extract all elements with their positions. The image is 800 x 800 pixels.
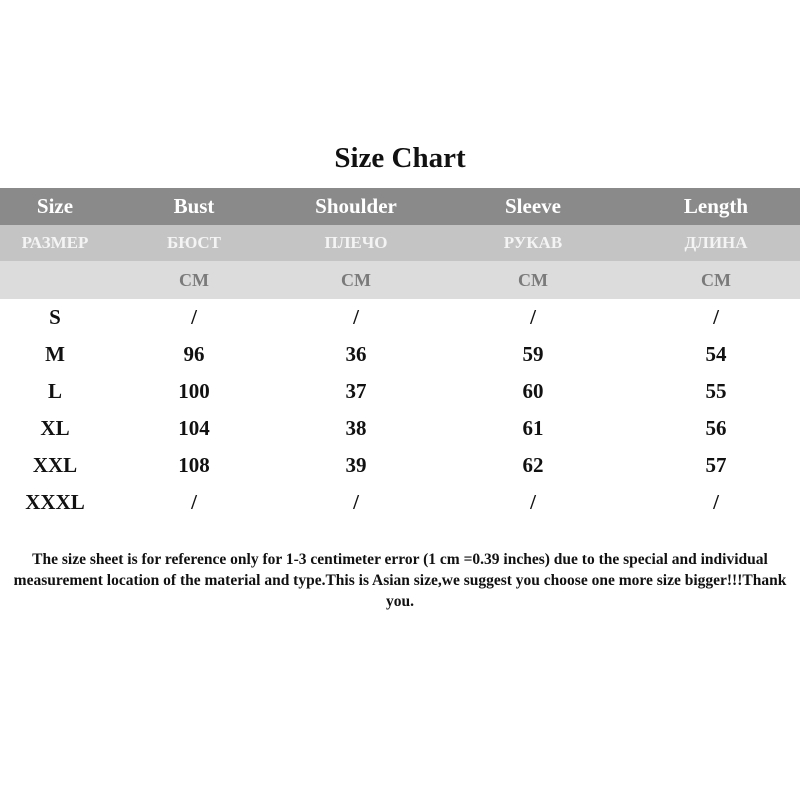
- header-size: Size: [36, 194, 74, 218]
- size-chart-title: Size Chart: [334, 142, 466, 174]
- header-sleeve: Sleeve: [505, 194, 561, 218]
- size-cell: S: [49, 305, 61, 329]
- length-cell: 54: [705, 342, 727, 366]
- header-row-english: [0, 188, 800, 225]
- bust-cell: 100: [178, 379, 210, 403]
- header-length: Length: [683, 194, 749, 218]
- sleeve-cell: 59: [522, 342, 544, 366]
- bust-cell: 108: [178, 453, 210, 477]
- unit-sleeve: CM: [518, 270, 548, 290]
- shoulder-cell: /: [353, 490, 359, 514]
- unit-size: [0, 261, 110, 299]
- bust-cell: /: [191, 305, 197, 329]
- shoulder-cell: 36: [345, 342, 367, 366]
- length-cell: 55: [705, 379, 727, 403]
- sleeve-cell: 62: [522, 453, 544, 477]
- length-cell: /: [713, 490, 719, 514]
- unit-length: CM: [701, 270, 731, 290]
- unit-bust: CM: [179, 270, 209, 290]
- size-disclaimer-note: The size sheet is for reference only for 1-3 centimeter error (1 cm =0.39 inches) due to the special and individual measurement location of the material and type.This is Asian size,we suggest you choose one more size bigger!!!Thank you.: [13, 551, 787, 610]
- size-cell: L: [47, 379, 62, 403]
- shoulder-cell: /: [353, 305, 359, 329]
- bust-cell: 96: [183, 342, 205, 366]
- sleeve-cell: 60: [522, 379, 544, 403]
- table-row: [0, 336, 800, 373]
- sleeve-cell: /: [530, 305, 536, 329]
- header-length-ru: ДЛИНА: [684, 233, 748, 252]
- table-row: [0, 410, 800, 447]
- bust-cell: 104: [178, 416, 210, 440]
- length-cell: /: [713, 305, 719, 329]
- sleeve-cell: /: [530, 490, 536, 514]
- bust-cell: /: [191, 490, 197, 514]
- size-chart-table: [0, 188, 800, 521]
- header-shoulder-ru: ПЛЕЧО: [324, 233, 388, 252]
- size-cell: XXL: [32, 453, 78, 477]
- table-row: [0, 484, 800, 521]
- header-shoulder: Shoulder: [315, 194, 397, 218]
- header-sleeve-ru: РУКАВ: [503, 233, 563, 252]
- length-cell: 57: [705, 453, 727, 477]
- header-bust: Bust: [173, 194, 215, 218]
- size-cell: XXXL: [25, 490, 85, 514]
- shoulder-cell: 37: [345, 379, 367, 403]
- header-size-ru: РАЗМЕР: [21, 233, 89, 252]
- table-row: [0, 447, 800, 484]
- shoulder-cell: 39: [345, 453, 367, 477]
- unit-shoulder: CM: [341, 270, 371, 290]
- shoulder-cell: 38: [345, 416, 367, 440]
- table-row: [0, 373, 800, 410]
- size-cell: M: [45, 342, 65, 366]
- header-bust-ru: БЮСТ: [167, 233, 221, 252]
- size-cell: XL: [40, 416, 70, 440]
- sleeve-cell: 61: [522, 416, 544, 440]
- header-row-russian: [0, 225, 800, 261]
- length-cell: 56: [705, 416, 727, 440]
- header-row-units: [0, 261, 800, 299]
- table-row: [0, 299, 800, 336]
